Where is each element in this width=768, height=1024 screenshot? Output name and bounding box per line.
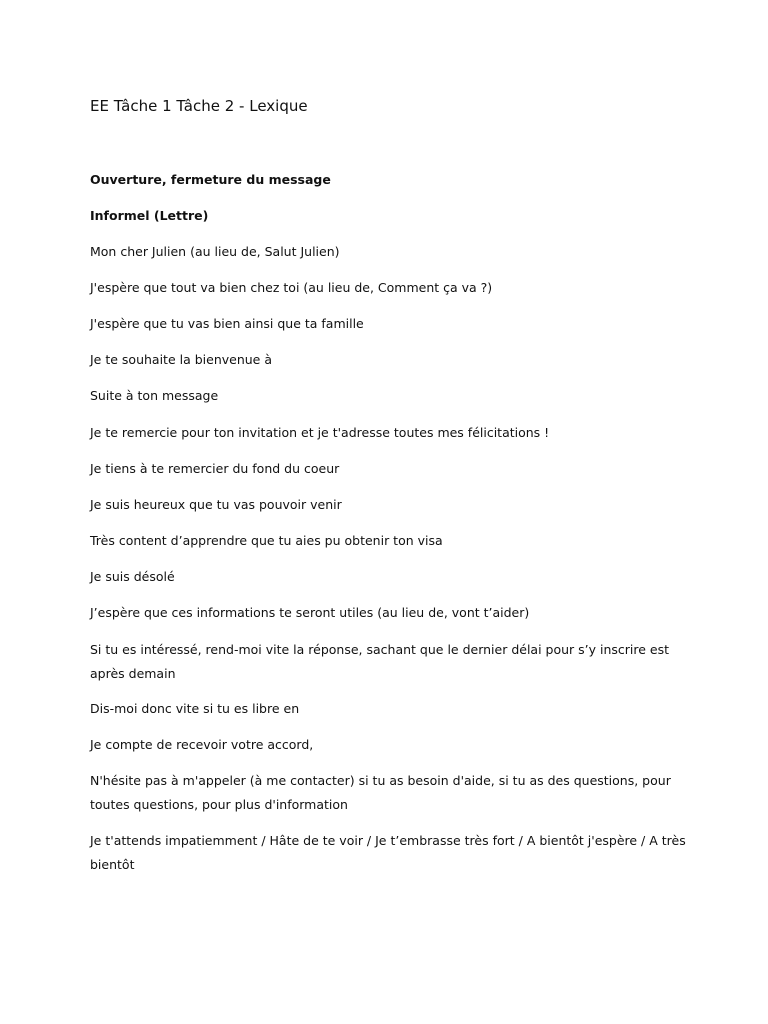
paragraph-11: J’espère que ces informations te seront utiles (au lieu de, vont t’aider) [90,605,530,620]
paragraph-5: Suite à ton message [90,388,219,403]
paragraph-7: Je tiens à te remercier du fond du coeur [90,461,340,476]
document-title: EE Tâche 1 Tâche 2 - Lexique [90,97,308,115]
paragraph-2: J'espère que tout va bien chez toi (au lieu de, Comment ça va ?) [90,280,493,295]
paragraph-9: Très content d’apprendre que tu aies pu obtenir ton visa [90,533,443,548]
paragraph-13: Dis-moi donc vite si tu es libre en [90,701,300,716]
paragraph-1: Mon cher Julien (au lieu de, Salut Julien) [90,244,340,259]
paragraph-6: Je te remercie pour ton invitation et je t'adresse toutes mes félicitations ! [90,425,550,440]
paragraph-15: N'hésite pas à m'appeler (à me contacter) si tu as besoin d'aide, si tu as des questions, pour toutes questions, pour plus d'information [90,773,671,812]
subsection-heading: Informel (Lettre) [90,208,209,223]
paragraph-8: Je suis heureux que tu vas pouvoir venir [90,497,342,512]
section-heading: Ouverture, fermeture du message [90,172,331,187]
paragraph-10: Je suis désolé [90,569,175,584]
paragraph-12: Si tu es intéressé, rend-moi vite la réponse, sachant que le dernier délai pour s’y inscrire est après demain [90,642,670,681]
paragraph-4: Je te souhaite la bienvenue à [90,352,273,367]
paragraph-3: J'espère que tu vas bien ainsi que ta famille [90,316,364,331]
paragraph-14: Je compte de recevoir votre accord, [90,737,314,752]
paragraph-16: Je t'attends impatiemment / Hâte de te voir / Je t’embrasse très fort / A bientôt j'espère / A très bientôt [90,833,686,872]
